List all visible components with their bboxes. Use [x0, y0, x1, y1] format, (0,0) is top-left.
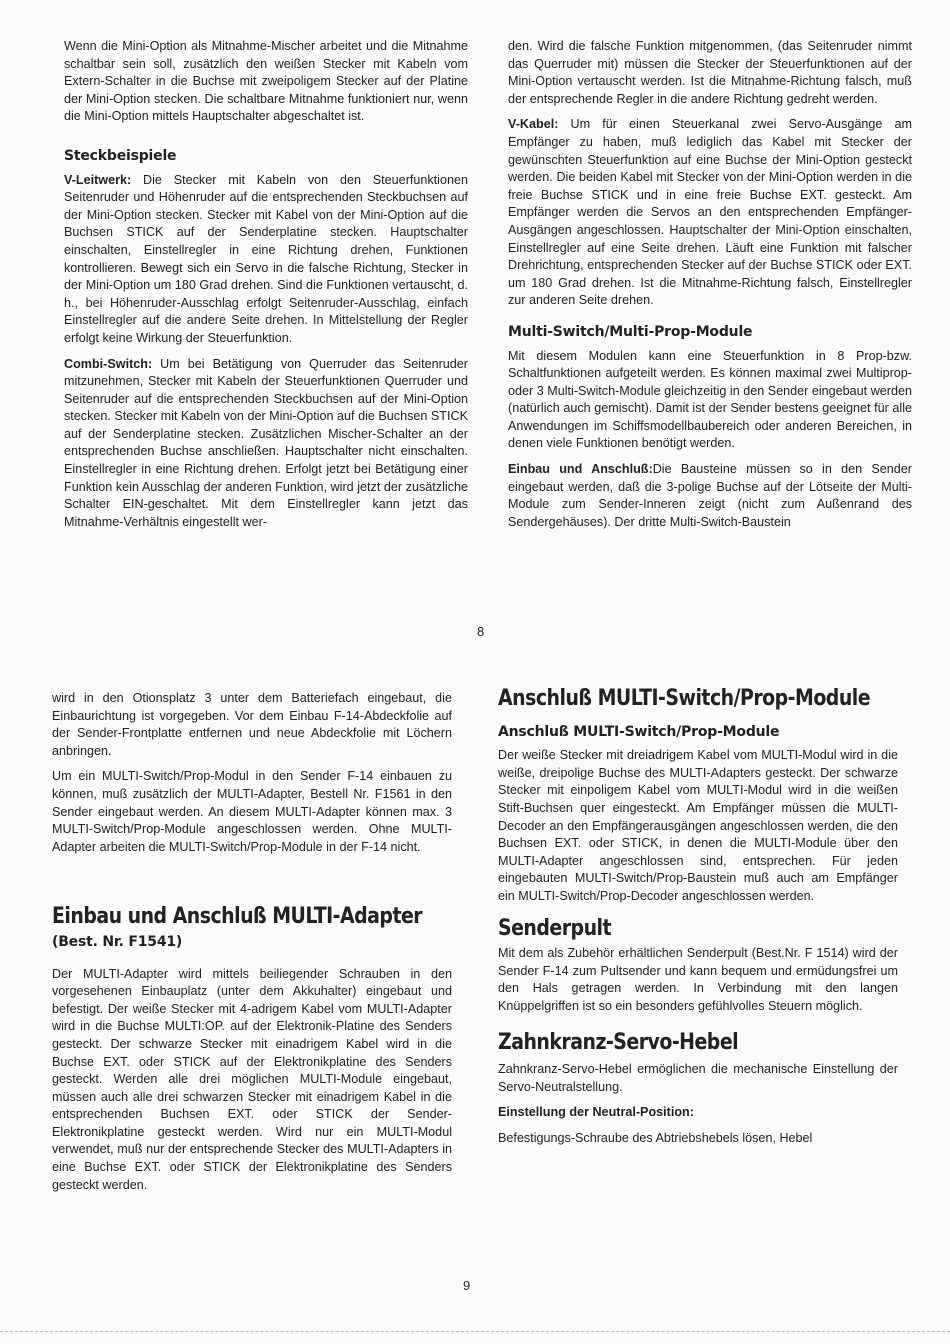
term-label: V-Kabel:	[508, 117, 559, 132]
heading-zahnkranz: Zahnkranz-Servo-Hebel	[498, 1029, 739, 1055]
page9-right-column	[498, 686, 898, 1155]
paragraph-text: Die Bausteine müssen so in den Sender eingebaut werden, daß die 3-polige Buchse auf der Lötseite der Multi-Module zum Sender-Inneren zeigt (nicht zum Außenrand des Sendergehäuses). Der dritte Multi-Switch-Baustein	[508, 462, 912, 529]
paragraph: Wenn die Mini-Option als Mitnahme-Mischer arbeitet und die Mitnahme schaltbar sein soll, zusätzlich den weißen Stecker mit Kabeln vom Extern-Schalter in die Buchse mit zweipoligem Stecker auf der Platine der Mini-Option stecken. Die schaltbare Mitnahme funktioniert nur, wenn die Mini-Option mittels Hauptschalter abgeschaltet ist.	[64, 39, 468, 124]
page8-left-column	[64, 38, 468, 539]
page9-left-column	[52, 690, 452, 1202]
paragraph-text: Um für einen Steuerkanal zwei Servo-Ausgänge am Empfänger zu haben, muß lediglich das Kabel mit Stecker der gewünschten Steuerfunktion auf eine Buchse der Mini-Option gesteckt werden. Die beiden Kabel mit Stecker von der Mini-Option werden in die freie Buchse STICK und in eine freie Buchse EXT. gesteckt. Am Empfänger werden die Servos an den entsprechenden Empfänger-Ausgängen angeschlossen. Hauptschalter der Mini-Option einschalten, Einstellregler auf eine Seite drehen. Läuft eine Funktion mit falscher Drehrichtung, entsprechenden Stecker auf der Buchse STICK oder EXT. um 180 Grad drehen. Ist die Mitnahme-Richtung falsch, Einstellregler zur anderen Seite drehen.	[508, 117, 912, 308]
paragraph-combi-switch	[64, 356, 468, 532]
paragraph-v-kabel	[508, 116, 912, 310]
scan-edge-rule	[0, 1331, 950, 1332]
paragraph: Mit diesem Modulen kann eine Steuerfunktion in 8 Prop-bzw. Schaltfunktionen aufgeteilt werden. Es können maximal zwei Multiprop- oder 3 Multi-Switch-Module gleichzeitig in den Sender eingebaut werden (natürlich auch gemischt). Damit ist der Sender bestens geeignet für alle Anwendungen im Schiffsmodellbaubereich oder anderen Bereichen, in denen viele Funktionen benötigt werden.	[508, 348, 912, 451]
page8-right-column	[508, 38, 912, 539]
paragraph: den. Wird die falsche Funktion mitgenommen, (das Seitenruder nimmt das Querruder mit) müssen die Stecker der Steuerfunktionen auf der Mini-Option vertauscht werden. Ist die Mitnahme-Richtung falsch, muß der entsprechende Regler in die andere Richtung gedreht werden.	[508, 39, 912, 106]
page-number: 9	[463, 1278, 471, 1293]
term-label: Combi-Switch:	[64, 356, 153, 371]
heading-senderpult: Senderpult	[498, 915, 612, 941]
paragraph-einbau	[508, 461, 912, 531]
paragraph: Zahnkranz-Servo-Hebel ermöglichen die mechanische Einstellung der Servo-Neutralstellung.	[498, 1062, 898, 1094]
subheading-neutral: Einstellung der Neutral-Position:	[498, 1105, 694, 1120]
heading-steckbeispiele: Steckbeispiele	[64, 147, 177, 164]
paragraph-text: Die Stecker mit Kabeln von den Steuerfunktionen Seitenruder und Höhenruder auf die entsprechenden Steckbuchsen auf der Mini-Option stecken. Stecker mit Kabel von der Mini-Option auf die Buchsen STICK auf der Senderplatine stecken. Hauptschalter einschalten, Einstellregler in eine Richtung drehen, Funktionen kontrollieren. Bewegt sich ein Servo in die falsche Richtung, Stecker in der Mini-Option um 180 Grad drehen. Sind die Funktionen vertauscht, d. h., bei Höhenruder-Ausschlag erfolgt Seitenruder-Ausschlag, einfach Einstellregler auf die andere Seite drehen. In Mittelstellung der Regler erfolgt keine Wirkung der Steuerfunktion.	[64, 172, 468, 345]
heading-multi-switch: Multi-Switch/Multi-Prop-Module	[508, 323, 753, 340]
paragraph: wird in den Otionsplatz 3 unter dem Batteriefach eingebaut, die Einbaurichtung ist vorgegeben. Vor dem Einbau F-14-Abdeckfolie auf der Sender-Frontplatte entfernen und neue Abdeckfolie mit Löchern anbringen.	[52, 691, 452, 758]
paragraph: Um ein MULTI-Switch/Prop-Modul in den Sender F-14 einbauen zu können, muß zusätzlich der MULTI-Adapter, Bestell Nr. F1561 in den Sender eingebaut werden. An diesem MULTI-Adapter können max. 3 MULTI-Switch/Prop-Module angeschlossen werden. Ohne MULTI-Adapter arbeiten die MULTI-Switch/Prop-Module in der F-14 nicht.	[52, 769, 452, 854]
paragraph: Mit dem als Zubehör erhältlichen Senderpult (Best.Nr. F 1514) wird der Sender F-14 zum Pultsender und kann bequem und ermüdungsfrei um den Hals getragen werden. In Verbindung mit den langen Knüppelgriffen ist so ein besonders gefühlvolles Steuern möglich.	[498, 946, 898, 1013]
heading-best-nr: (Best. Nr. F1541)	[52, 933, 183, 950]
term-label: Einbau und Anschluß:	[508, 462, 653, 477]
heading-einbau-adapter: Einbau und Anschluß MULTI-Adapter	[52, 904, 423, 930]
page-number: 8	[477, 624, 485, 639]
heading-anschluss: Anschluß MULTI-Switch/Prop-Module	[498, 686, 871, 711]
paragraph-text: Um bei Betätigung von Querruder das Seitenruder mitzunehmen, Stecker mit Kabeln der Steuerfunktionen Querruder und Seitenruder auf die entsprechenden Steckbuchsen auf der Mini-Option stecken. Stecker mit Kabeln von der Mini-Option auf die Buchsen STICK auf der Senderplatine stecken. Zusätzlichen Mischer-Schalter an der entsprechenden Buchse anschließen. Hauptschalter nicht einschalten. Einstellregler in eine Richtung drehen. Erfolgt jetzt bei Betätigung einer Funktion kein Ausschlag der anderen Funktion, wird jetzt der zusätzliche Schalter EIN-geschaltet. Mit dem Einstellregler kann jetzt das Mitnahme-Verhältnis eingestellt wer-	[64, 356, 468, 529]
paragraph: Der MULTI-Adapter wird mittels beiliegender Schrauben in den vorgesehenen Einbauplatz (unter dem Akkuhalter) eingebaut und befestigt. Der weiße Stecker mit 4-adrigem Kabel vom MULTI-Adapter wird in die Buchse MULTI:OP. auf der Elektronik-Platine des Senders gesteckt. Der schwarze Stecker mit einadrigem Kabel wird in die Buchse EXT. oder STICK auf der Elektronikplatine des Senders gesteckt. Werden alle drei möglichen MULTI-Module eingebaut, müssen auch alle drei schwarzen Stecker mit einadrigem Kabel in die entsprechenden Buchsen EXT. oder STICK der Sender-Elektronikplatine gesteckt werden. Wird nur ein MULTI-Modul verwendet, muß nur der entsprechende Stecker des MULTI-Adapters in eine Buchse EXT. oder STICK der Elektronikplatine des Senders gesteckt werden.	[52, 966, 452, 1192]
paragraph: Der weiße Stecker mit dreiadrigem Kabel vom MULTI-Modul wird in die weiße, dreipolige Buchse des MULTI-Adapters gesteckt. Der schwarze Stecker mit einpoligem Kabel vom MULTI-Modul wird in die weißen Stift-Buchsen quer eingesteckt. Am Empfänger müssen die MULTI-Decoder an den Empfängerausgängen angeschlossen werden, die den Buchsen EXT. oder STICK, in denen die MULTI-Module über den MULTI-Adapter angeschlossen sind, entsprechen. Für jeden eingebauten MULTI-Switch/Prop-Baustein muß auch am Empfänger ein MULTI-Switch/Prop-Decoder angeschlossen werden.	[498, 748, 898, 903]
term-label: V-Leitwerk:	[64, 172, 132, 187]
subheading-anschluss: Anschluß MULTI-Switch/Prop-Module	[498, 723, 780, 740]
paragraph-v-leitwerk	[64, 172, 468, 348]
paragraph: Befestigungs-Schraube des Abtriebshebels lösen, Hebel	[498, 1130, 813, 1145]
